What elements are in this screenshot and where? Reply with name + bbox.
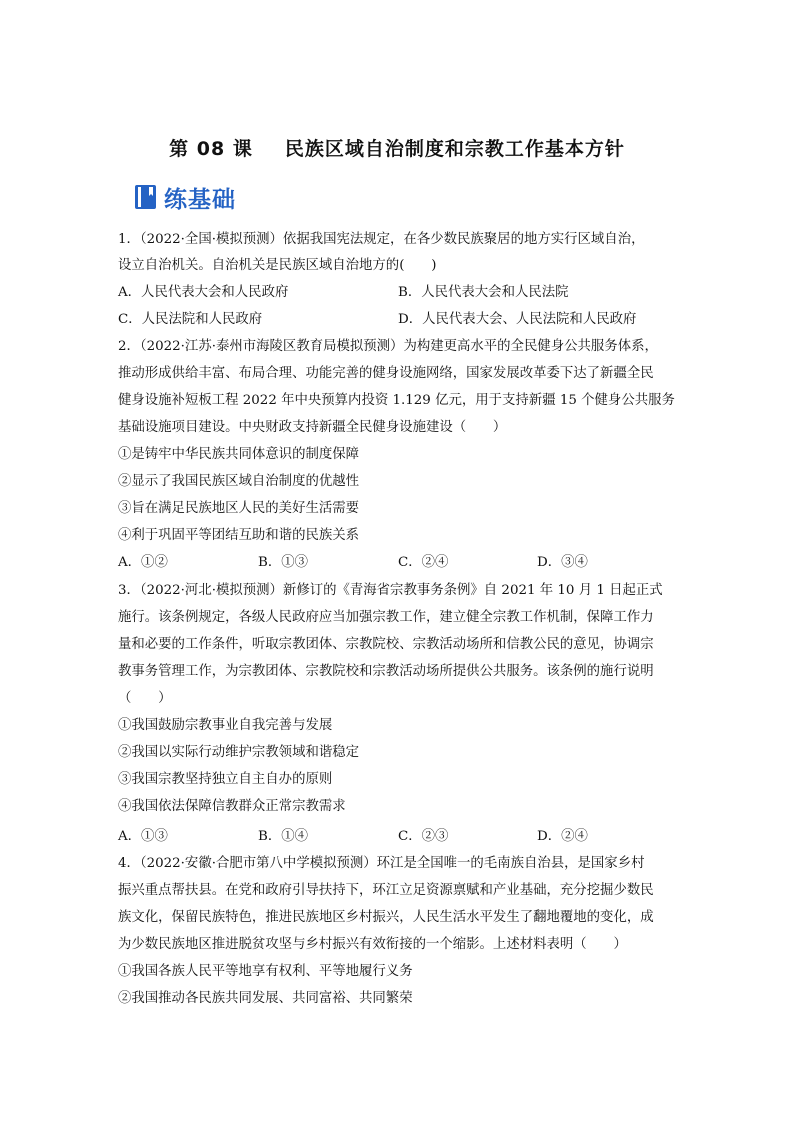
q4-stem-line-2: 振兴重点帮扶县。在党和政府引导扶持下，环江立足资源禀赋和产业基础，充分挖掘少数民 [118, 883, 654, 898]
q2-stem-line-2: 推动形成供给丰富、布局合理、功能完善的健身设施网络，国家发展改革委下达了新疆全民 [118, 366, 654, 381]
q3-stem-line-2: 施行。该条例规定，各级人民政府应当加强宗教工作，建立健全宗教工作机制，保障工作力 [118, 610, 654, 625]
q1-option-c: C．人民法院和人民政府 [118, 312, 263, 327]
q3-stem-line-4: 教事务管理工作，为宗教团体、宗教院校和宗教活动场所提供公共服务。该条例的施行说明 [118, 664, 654, 679]
q4-stem-line-4: 为少数民族地区推进脱贫攻坚与乡村振兴有效衔接的一个缩影。上述材料表明（ ） [118, 937, 627, 952]
q3-statement-2: ②我国以实际行动维护宗教领域和谐稳定 [118, 745, 360, 760]
lesson-number: 第 08 课 [169, 138, 253, 160]
q4-stem-line-3: 族文化，保留民族特色，推进民族地区乡村振兴，人民生活水平发生了翻地覆地的变化，成 [118, 910, 654, 925]
q4-statement-2: ②我国推动各民族共同发展、共同富裕、共同繁荣 [118, 991, 413, 1006]
q2-stem-line-3: 健身设施补短板工程 2022 年中央预算内投资 1.129 亿元，用于支持新疆 15 个健身公共服务 [118, 393, 675, 408]
q2-option-a: A．①② [118, 555, 168, 570]
q4-statement-1: ①我国各族人民平等地享有权利、平等地履行义务 [118, 964, 413, 979]
q4-stem-line-1: 4．（2022·安徽·合肥市第八中学模拟预测）环江是全国唯一的毛南族自治县，是国家乡村 [118, 856, 645, 871]
q3-statement-4: ④我国依法保障信教群众正常宗教需求 [118, 799, 346, 814]
section-label: 练基础 [164, 186, 236, 213]
q2-stem-line-4: 基础设施项目建设。中央财政支持新疆全民健身设施建设（ ） [118, 420, 507, 435]
q2-option-c: C．②④ [398, 555, 449, 570]
q3-option-c: C．②③ [398, 829, 449, 844]
q1-option-d: D．人民代表大会、人民法院和人民政府 [398, 312, 637, 327]
q3-stem-line-5: （ ） [118, 691, 172, 706]
q2-stem-line-1: 2．（2022·江苏·泰州市海陵区教育局模拟预测）为构建更高水平的全民健身公共服务体系， [118, 339, 658, 354]
section-header [134, 181, 236, 213]
q3-stem-line-3: 量和必要的工作条件，听取宗教团体、宗教院校、宗教活动场所和信教公民的意见，协调宗 [118, 637, 654, 652]
q2-option-d: D．③④ [537, 555, 588, 570]
q3-option-b: B．①④ [258, 829, 309, 844]
q1-option-b: B．人民代表大会和人民法院 [398, 285, 569, 300]
lesson-topic: 民族区域自治制度和宗教工作基本方针 [284, 138, 625, 160]
q3-statement-1: ①我国鼓励宗教事业自我完善与发展 [118, 718, 333, 733]
q3-option-a: A．①③ [118, 829, 168, 844]
q2-statement-2: ②显示了我国民族区域自治制度的优越性 [118, 474, 360, 489]
q2-statement-1: ①是铸牢中华民族共同体意识的制度保障 [118, 447, 360, 462]
book-icon [134, 184, 158, 210]
q2-option-b: B．①③ [258, 555, 309, 570]
q2-statement-3: ③旨在满足民族地区人民的美好生活需要 [118, 501, 360, 516]
q1-option-a: A．人民代表大会和人民政府 [118, 285, 289, 300]
q1-stem-line-1: 1．（2022·全国·模拟预测）依据我国宪法规定，在各少数民族聚居的地方实行区域自治， [118, 232, 645, 247]
q3-stem-line-1: 3．（2022·河北·模拟预测）新修订的《青海省宗教事务条例》自 2021 年 10 月 1 日起正式 [118, 583, 663, 598]
q3-option-d: D．②④ [537, 829, 588, 844]
q2-statement-4: ④利于巩固平等团结互助和谐的民族关系 [118, 528, 360, 543]
page-title [0, 134, 794, 161]
q1-stem-line-2: 设立自治机关。自治机关是民族区域自治地方的( ) [118, 258, 437, 273]
q3-statement-3: ③我国宗教坚持独立自主自办的原则 [118, 772, 333, 787]
